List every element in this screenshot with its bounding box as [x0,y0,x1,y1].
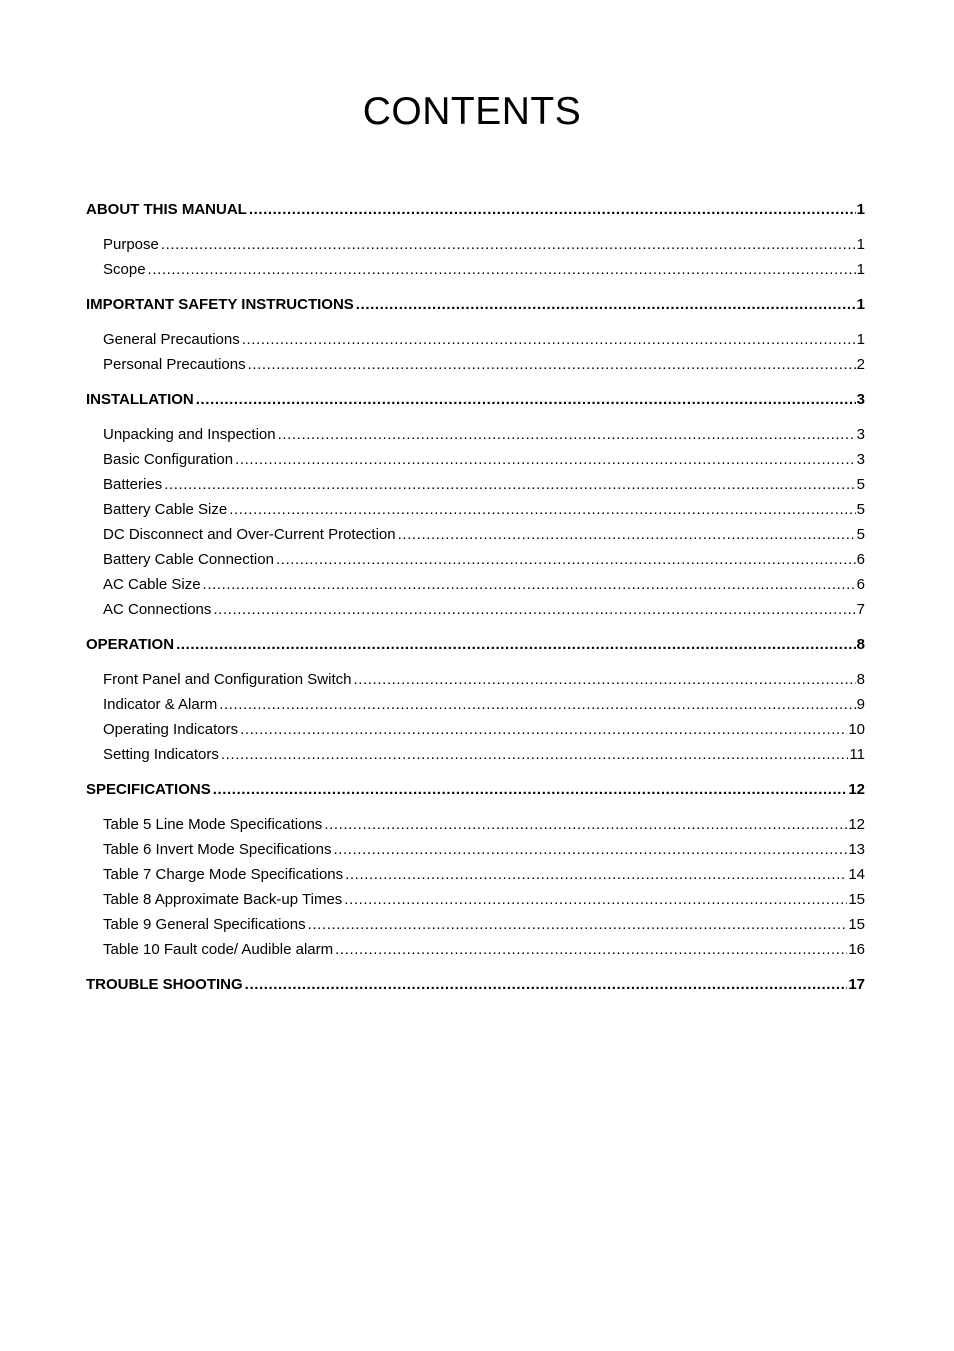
toc-page-number: 3 [856,426,865,443]
toc-page-number: 12 [848,816,865,833]
toc-entry-label: TROUBLE SHOOTING [86,976,243,993]
toc-section-about-this-manual [86,197,865,282]
toc-page-number: 16 [848,941,865,958]
dot-leader [356,292,856,317]
dot-leader [308,912,848,937]
toc-sublist [86,812,865,962]
toc-entry-label: Table 10 Fault code/ Audible alarm [103,941,334,958]
toc-entry-purpose[interactable] [86,232,865,257]
dot-leader [249,197,856,222]
toc-entry-label: AC Connections [103,601,212,618]
toc-entry-table-9[interactable] [86,912,865,937]
dot-leader [229,497,855,522]
toc-page-number: 14 [848,866,865,883]
toc-entry-label: Table 6 Invert Mode Specifications [103,841,332,858]
toc-page-number: 5 [856,476,865,493]
toc-entry-label: INSTALLATION [86,391,194,408]
toc-page-number: 2 [856,356,865,373]
toc-entry-important-safety-instructions[interactable] [86,292,865,317]
toc-entry-label: OPERATION [86,636,175,653]
dot-leader [344,887,847,912]
toc-entry-label: Setting Indicators [103,746,219,763]
dot-leader [242,327,856,352]
toc-entry-label: Table 7 Charge Mode Specifications [103,866,344,883]
dot-leader [221,742,849,767]
toc-entry-about-this-manual[interactable] [86,197,865,222]
dot-leader [248,352,856,377]
toc-entry-batteries[interactable] [86,472,865,497]
toc-entry-unpacking-and-inspection[interactable] [86,422,865,447]
toc-entry-indicator-alarm[interactable] [86,692,865,717]
toc-entry-scope[interactable] [86,257,865,282]
dot-leader [240,717,847,742]
toc-page-number: 5 [856,501,865,518]
dot-leader [276,547,856,572]
toc-entry-label: Table 8 Approximate Back-up Times [103,891,343,908]
dot-leader [245,972,848,997]
dot-leader [335,937,847,962]
toc-entry-label: Basic Configuration [103,451,234,468]
toc-page-number: 13 [848,841,865,858]
toc-sublist [86,232,865,282]
toc-entry-setting-indicators[interactable] [86,742,865,767]
toc-entry-label: DC Disconnect and Over-Current Protection [103,526,396,543]
toc-page-number: 15 [848,891,865,908]
dot-leader [213,597,855,622]
toc-entry-front-panel[interactable] [86,667,865,692]
toc-page-number: 17 [848,976,865,993]
toc-entry-label: Personal Precautions [103,356,246,373]
dot-leader [219,692,855,717]
toc-page-number: 8 [856,636,865,653]
toc-entry-label: Table 5 Line Mode Specifications [103,816,323,833]
dot-leader [398,522,856,547]
dot-leader [164,472,855,497]
toc-page-number: 3 [856,391,865,408]
toc-entry-trouble-shooting[interactable] [86,972,865,997]
toc-entry-ac-connections[interactable] [86,597,865,622]
toc-entry-general-precautions[interactable] [86,327,865,352]
toc-sublist [86,667,865,767]
toc-entry-label: Battery Cable Connection [103,551,274,568]
toc-entry-label: Purpose [103,236,159,253]
toc-page-number: 6 [856,576,865,593]
toc-entry-battery-cable-connection[interactable] [86,547,865,572]
dot-leader [176,632,856,657]
dot-leader [161,232,856,257]
toc-page-number: 1 [856,236,865,253]
toc-page-number: 1 [856,296,865,313]
toc-page-number: 7 [856,601,865,618]
dot-leader [345,862,847,887]
dot-leader [324,812,847,837]
toc-entry-basic-configuration[interactable] [86,447,865,472]
toc-sublist [86,422,865,622]
toc-entry-label: ABOUT THIS MANUAL [86,201,247,218]
table-of-contents [86,197,865,1007]
toc-entry-table-5[interactable] [86,812,865,837]
toc-entry-label: General Precautions [103,331,240,348]
dot-leader [235,447,856,472]
dot-leader [148,257,856,282]
toc-page-number: 1 [856,201,865,218]
dot-leader [203,572,856,597]
toc-entry-table-6[interactable] [86,837,865,862]
toc-entry-label: Batteries [103,476,163,493]
toc-entry-label: Front Panel and Configuration Switch [103,671,352,688]
toc-entry-dc-disconnect[interactable] [86,522,865,547]
toc-section-specifications [86,777,865,962]
toc-entry-installation[interactable] [86,387,865,412]
toc-entry-table-10[interactable] [86,937,865,962]
dot-leader [333,837,847,862]
toc-entry-label: SPECIFICATIONS [86,781,211,798]
toc-entry-operating-indicators[interactable] [86,717,865,742]
toc-entry-label: Unpacking and Inspection [103,426,276,443]
toc-page-number: 1 [856,331,865,348]
toc-page-number: 11 [849,746,865,763]
toc-entry-battery-cable-size[interactable] [86,497,865,522]
toc-entry-personal-precautions[interactable] [86,352,865,377]
toc-entry-ac-cable-size[interactable] [86,572,865,597]
toc-section-installation [86,387,865,622]
toc-page-number: 3 [856,451,865,468]
toc-page-number: 1 [856,261,865,278]
dot-leader [196,387,856,412]
page-title: CONTENTS [362,90,582,133]
toc-entry-label: AC Cable Size [103,576,201,593]
toc-page-number: 5 [856,526,865,543]
toc-page-number: 15 [848,916,865,933]
toc-page-number: 10 [848,721,865,738]
toc-entry-label: Operating Indicators [103,721,239,738]
toc-entry-table-7[interactable] [86,862,865,887]
toc-page-number: 8 [856,671,865,688]
toc-section-important-safety-instructions [86,292,865,377]
toc-entry-label: IMPORTANT SAFETY INSTRUCTIONS [86,296,354,313]
dot-leader [213,777,848,802]
toc-entry-table-8[interactable] [86,887,865,912]
toc-page-number: 9 [856,696,865,713]
toc-page-number: 12 [848,781,865,798]
toc-sublist [86,327,865,377]
toc-entry-label: Indicator & Alarm [103,696,218,713]
toc-entry-label: Battery Cable Size [103,501,228,518]
toc-entry-label: Table 9 General Specifications [103,916,306,933]
toc-page-number: 6 [856,551,865,568]
toc-entry-operation[interactable] [86,632,865,657]
dot-leader [278,422,856,447]
toc-entry-specifications[interactable] [86,777,865,802]
dot-leader [353,667,855,692]
toc-section-operation [86,632,865,767]
toc-section-trouble-shooting [86,972,865,997]
toc-entry-label: Scope [103,261,146,278]
